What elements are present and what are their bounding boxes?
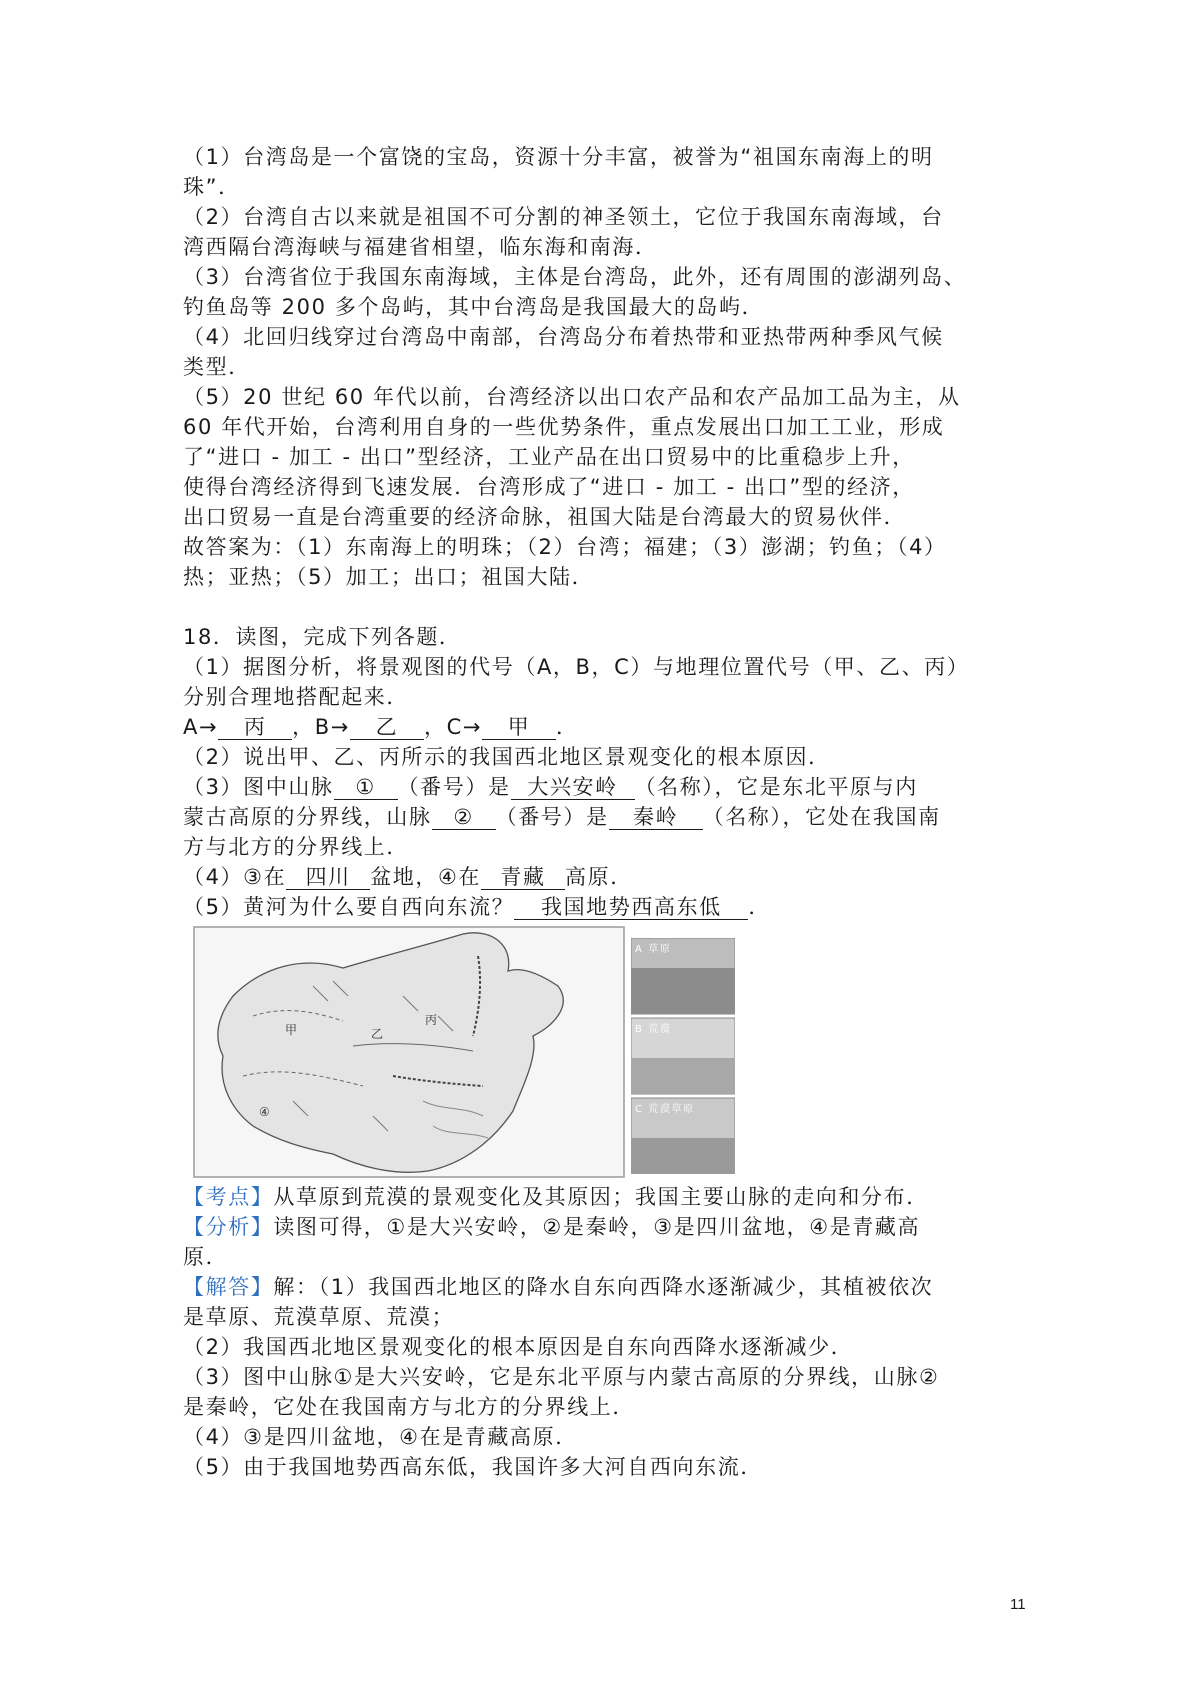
text-line: （2）台湾自古以来就是祖国不可分割的神圣领土，它位于我国东南海域，台	[183, 205, 944, 229]
map-label-bing: 丙	[425, 1013, 439, 1027]
fenxi-tag: 【分析】	[183, 1215, 274, 1239]
text-fragment: （名称），它处在我国南	[702, 805, 941, 829]
blank-mountain-1-number: ①	[334, 775, 398, 800]
kaodian-line	[183, 1182, 1013, 1212]
jieda-line: （3）图中山脉①是大兴安岭，它是东北平原与内蒙古高原的分界线，山脉②	[183, 1365, 940, 1389]
text-fragment: 蒙古高原的分界线，山脉	[183, 805, 432, 829]
sentence-end: ．	[556, 715, 579, 739]
match-a-label: A→	[183, 715, 219, 739]
landscape-photos	[631, 938, 735, 1174]
map-label-jia: 甲	[285, 1023, 299, 1037]
question-title: 18．读图，完成下列各题．	[183, 625, 462, 649]
text-fragment: （3）图中山脉	[183, 775, 334, 799]
question-line: 分别合理地搭配起来．	[183, 685, 409, 709]
paragraph-gap	[183, 592, 1013, 622]
jieda-line	[183, 1272, 1013, 1302]
text-line: （5）20 世纪 60 年代以前，台湾经济以出口农产品和农产品加工品为主，从	[183, 385, 961, 409]
jieda-line: （2）我国西北地区景观变化的根本原因是自东向西降水逐渐减少．	[183, 1335, 854, 1359]
text-line: 60 年代开始，台湾利用自身的一些优势条件，重点发展出口加工工业，形成	[183, 415, 945, 439]
text-line: 了“进口 - 加工 - 出口”型经济，工业产品在出口贸易中的比重稳步上升，	[183, 445, 915, 469]
page-content	[183, 142, 1013, 1482]
china-map-image	[193, 926, 625, 1178]
question-line	[183, 772, 1013, 802]
fenxi-line	[183, 1212, 1013, 1242]
question-line: （1）据图分析，将景观图的代号（A，B，C）与地理位置代号（甲、乙、丙）	[183, 655, 970, 679]
text-line: 使得台湾经济得到飞速发展．台湾形成了“进口 - 加工 - 出口”型的经济，	[183, 475, 915, 499]
blank-mountain-2-number: ②	[432, 805, 496, 830]
text-fragment: 盆地，④在	[370, 865, 482, 889]
matching-answer-line	[183, 712, 1013, 742]
blank-yellow-river-reason: 我国地势西高东低	[514, 895, 748, 920]
text-line: 出口贸易一直是台湾重要的经济命脉，祖国大陆是台湾最大的贸易伙伴．	[183, 505, 907, 529]
text-fragment: 高原．	[565, 865, 633, 889]
text-line: 类型．	[183, 355, 251, 379]
match-b-label: ，B→	[292, 715, 350, 739]
blank-answer-c: 甲	[482, 715, 556, 740]
jieda-tag: 【解答】	[183, 1275, 274, 1299]
question-line	[183, 862, 1013, 892]
fenxi-line: 原．	[183, 1245, 229, 1269]
answer-line: 故答案为：（1）东南海上的明珠；（2）台湾；福建；（3）澎湖；钓鱼；（4）	[183, 535, 947, 559]
blank-mountain-1-name: 大兴安岭	[511, 775, 635, 800]
question-line: （2）说出甲、乙、丙所示的我国西北地区景观变化的根本原因．	[183, 745, 831, 769]
answer-line: 热；亚热；（5）加工；出口；祖国大陆．	[183, 565, 595, 589]
jieda-line: （5）由于我国地势西高东低，我国许多大河自西向东流．	[183, 1455, 763, 1479]
text-fragment: （番号）是	[495, 805, 609, 829]
blank-answer-a: 丙	[218, 715, 292, 740]
text-line: 珠”．	[183, 175, 241, 199]
question-line: 方与北方的分界线上．	[183, 835, 409, 859]
text-line: （3）台湾省位于我国东南海域，主体是台湾岛，此外，还有周围的澎湖列岛、	[183, 265, 967, 289]
jieda-line: 是秦岭，它处在我国南方与北方的分界线上．	[183, 1395, 635, 1419]
photo-label-b: B 荒漠	[635, 1024, 672, 1035]
text-line: 钓鱼岛等 200 多个岛屿，其中台湾岛是我国最大的岛屿．	[183, 295, 765, 319]
text-fragment: （番号）是	[397, 775, 511, 799]
text-fragment: （5）黄河为什么要自西向东流？	[183, 895, 515, 919]
map-label-yi: 乙	[371, 1027, 385, 1041]
fenxi-text: 读图可得，①是大兴安岭，②是秦岭，③是四川盆地，④是青藏高	[273, 1215, 921, 1239]
page-number: 11	[1010, 1596, 1026, 1613]
question-figure	[193, 926, 733, 1178]
blank-plateau: 青藏	[481, 865, 565, 890]
text-line: （4）北回归线穿过台湾岛中南部，台湾岛分布着热带和亚热带两种季风气候	[183, 325, 944, 349]
kaodian-text: 从草原到荒漠的景观变化及其原因；我国主要山脉的走向和分布．	[273, 1185, 929, 1209]
text-fragment: （名称），它是东北平原与内	[634, 775, 918, 799]
photo-label-c: C 荒漠草原	[635, 1104, 695, 1115]
jieda-text: 解：（1）我国西北地区的降水自东向西降水逐渐减少，其植被依次	[273, 1275, 934, 1299]
sentence-end: ．	[748, 895, 771, 919]
map-label-4: ④	[259, 1105, 272, 1119]
text-fragment: （4）③在	[183, 865, 287, 889]
match-c-label: ，C→	[423, 715, 483, 739]
jieda-line: （4）③是四川盆地，④在是青藏高原．	[183, 1425, 578, 1449]
question-line	[183, 892, 1013, 922]
text-line: （1）台湾岛是一个富饶的宝岛，资源十分丰富，被誉为“祖国东南海上的明	[183, 145, 934, 169]
blank-mountain-2-name: 秦岭	[609, 805, 703, 830]
question-line	[183, 802, 1013, 832]
kaodian-tag: 【考点】	[183, 1185, 274, 1209]
text-line: 湾西隔台湾海峡与福建省相望，临东海和南海．	[183, 235, 658, 259]
blank-basin: 四川	[286, 865, 370, 890]
jieda-line: 是草原、荒漠草原、荒漠；	[183, 1305, 455, 1329]
blank-answer-b: 乙	[350, 715, 424, 740]
photo-label-a: A 草原	[635, 944, 672, 955]
